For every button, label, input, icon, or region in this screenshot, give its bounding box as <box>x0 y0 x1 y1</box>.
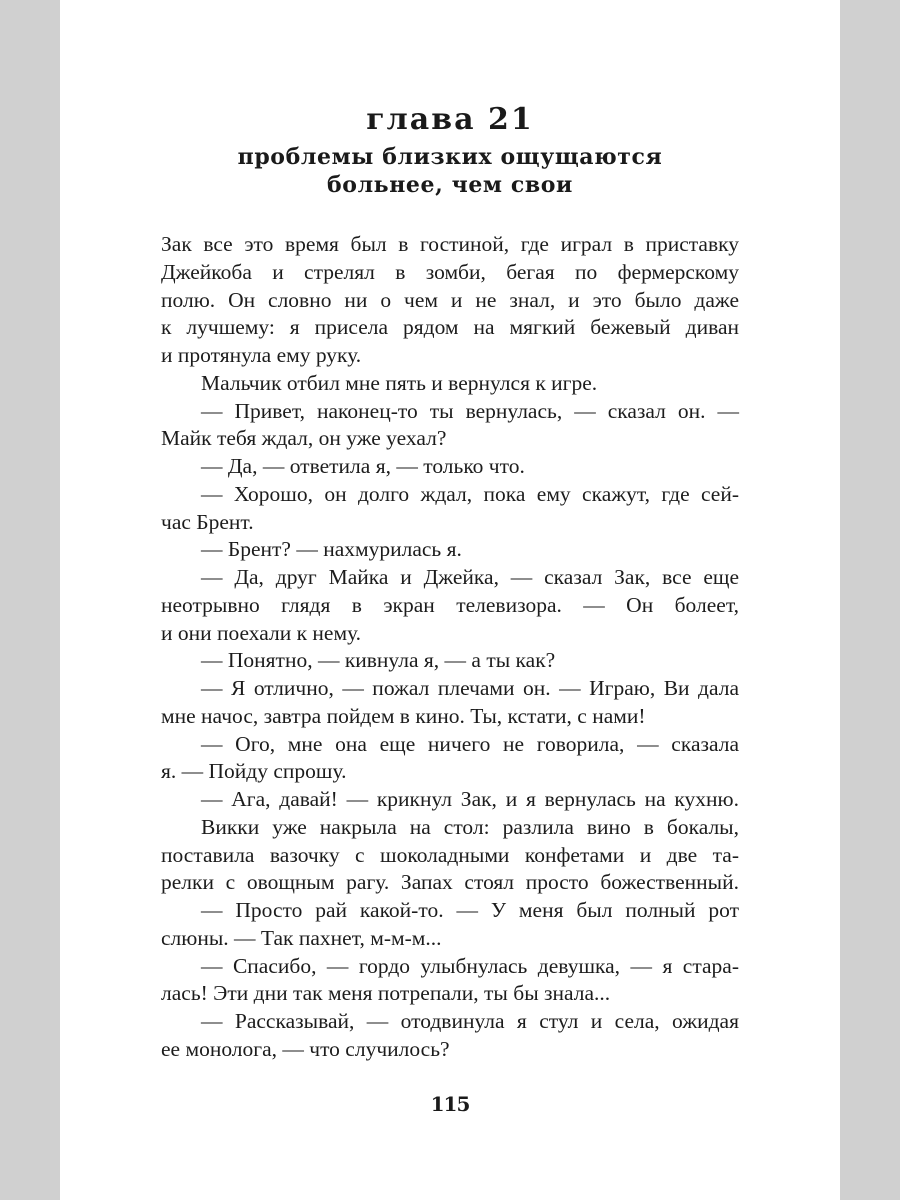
text-line: час Брент. <box>161 509 254 534</box>
text-line: полю. Он словно ни о чем и не знал, и это было даже <box>161 287 739 312</box>
text-line: к лучшему: я присела рядом на мягкий бежевый диван <box>161 315 739 340</box>
text-line: — Привет, наконец-то ты вернулась, — сказал он. — <box>201 398 739 423</box>
text-line: и протянула ему руку. <box>161 343 362 367</box>
text-line: — Я отлично, — пожал плечами он. — Играю, Ви дала <box>201 676 739 700</box>
text-line: — Понятно, — кивнула я, — а ты как? <box>201 648 556 673</box>
text-line: неотрывно глядя в экран телевизора. — Он болеет, <box>161 592 739 617</box>
text-line: — Спасибо, — гордо улыбнулась девушка, — я стара- <box>201 953 739 978</box>
page-number: 115 <box>430 1092 470 1116</box>
chapter-subtitle-line: больнее, чем свои <box>327 172 573 198</box>
chapter-subtitle <box>60 143 840 199</box>
text-line: я. — Пойду спрошу. <box>161 759 347 784</box>
text-line: ее монолога, — что случилось? <box>161 1036 450 1061</box>
text-line: — Рассказывай, — отодвинула я стул и села, ожидая <box>201 1009 739 1033</box>
chapter-number: глава 21 <box>366 102 534 137</box>
text-line: — Ого, мне она еще ничего не говорила, — сказала <box>201 731 739 756</box>
text-line: — Да, друг Майка и Джейка, — сказал Зак, все еще <box>201 565 739 589</box>
text-line: — Да, — ответила я, — только что. <box>201 454 525 478</box>
text-line: и они поехали к нему. <box>161 620 362 645</box>
text-line: Джейкоба и стрелял в зомби, бегая по фермерскому <box>161 259 739 284</box>
text-line: слюны. — Так пахнет, м-м-м... <box>161 925 442 950</box>
text-line: — Брент? — нахмурилась я. <box>201 537 462 562</box>
text-line: — Ага, давай! — крикнул Зак, и я вернулась на кухню. <box>201 787 739 811</box>
text-line: Мальчик отбил мне пять и вернулся к игре. <box>201 370 598 395</box>
text-line: релки с овощным рагу. Запах стоял просто божественный. <box>161 870 739 895</box>
text-line: лась! Эти дни так меня потрепали, ты бы знала... <box>161 981 611 1006</box>
text-line: Майк тебя ждал, он уже уехал? <box>161 426 447 451</box>
text-line: — Просто рай какой-то. — У меня был полный рот <box>201 898 739 922</box>
text-line: — Хорошо, он долго ждал, пока ему скажут, где сей- <box>201 481 739 506</box>
text-line: Зак все это время был в гостиной, где играл в приставку <box>161 232 739 256</box>
text-line: мне начос, завтра пойдем в кино. Ты, кстати, с нами! <box>161 703 646 728</box>
text-line: поставила вазочку с шоколадными конфетами и две та- <box>161 842 739 867</box>
book-page <box>60 0 840 1200</box>
body-text <box>161 231 739 1064</box>
chapter-subtitle-line: проблемы близких ощущаются <box>237 144 663 170</box>
text-line: Викки уже накрыла на стол: разлила вино в бокалы, <box>201 814 739 839</box>
